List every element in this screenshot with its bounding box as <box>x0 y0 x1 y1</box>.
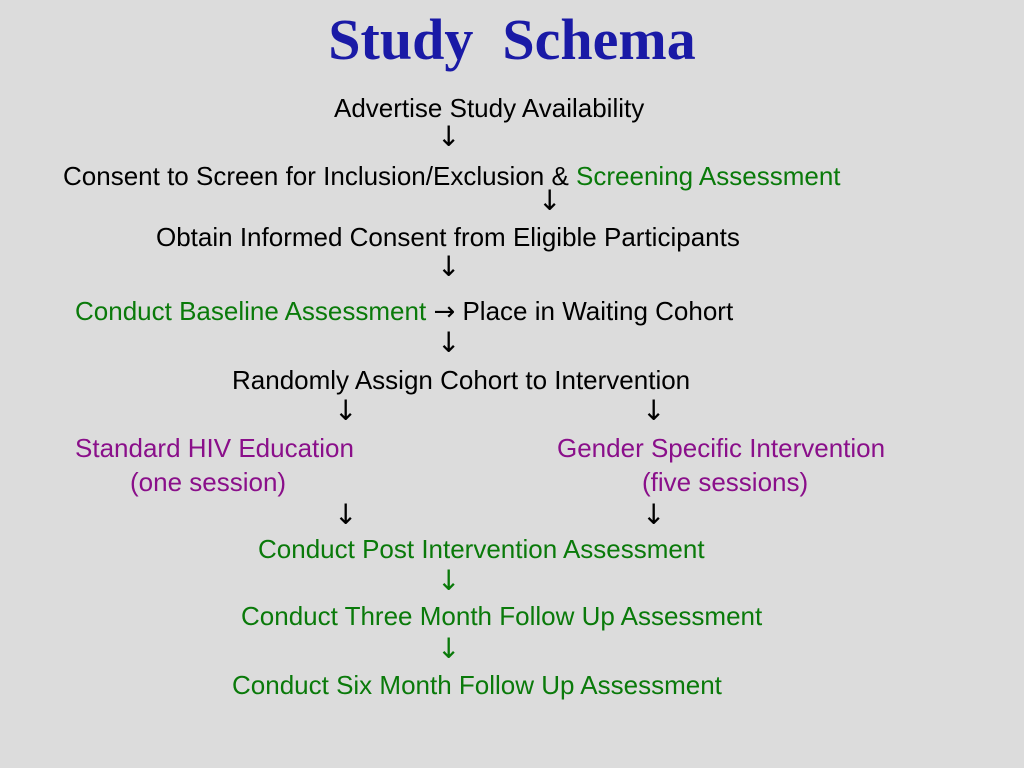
down-arrow-icon: ↓ <box>642 498 666 531</box>
step-three-month-followup: Conduct Three Month Follow Up Assessment <box>241 601 763 631</box>
screening-assessment-text: Screening Assessment <box>576 161 841 191</box>
down-arrow-icon: ↓ <box>437 120 461 153</box>
down-arrow-icon: ↓ <box>437 564 461 597</box>
step-informed-consent: Obtain Informed Consent from Eligible Participants <box>156 222 740 252</box>
consent-screen-text: Consent to Screen for Inclusion/Exclusion & <box>63 161 577 191</box>
standard-hiv-education-sessions: (one session) <box>130 467 287 497</box>
slide-title: Study Schema <box>328 7 696 72</box>
step-consent-screen <box>63 161 841 191</box>
waiting-cohort-text: Place in Waiting Cohort <box>462 296 734 326</box>
down-arrow-icon: ↓ <box>538 184 562 217</box>
right-arrow-icon: → <box>433 297 456 327</box>
step-baseline <box>75 296 733 327</box>
down-arrow-icon: ↓ <box>437 326 461 359</box>
baseline-assessment-text: Conduct Baseline Assessment <box>75 296 427 326</box>
down-arrow-icon: ↓ <box>334 394 358 427</box>
down-arrow-icon: ↓ <box>437 632 461 665</box>
step-advertise: Advertise Study Availability <box>334 93 645 123</box>
down-arrow-icon: ↓ <box>437 250 461 283</box>
standard-hiv-education-title: Standard HIV Education <box>75 433 354 463</box>
step-six-month-followup: Conduct Six Month Follow Up Assessment <box>232 670 722 700</box>
down-arrow-icon: ↓ <box>642 394 666 427</box>
step-post-assessment: Conduct Post Intervention Assessment <box>258 534 705 564</box>
gender-specific-intervention-sessions: (five sessions) <box>642 467 809 497</box>
gender-specific-intervention-title: Gender Specific Intervention <box>557 433 886 463</box>
down-arrow-icon: ↓ <box>334 498 358 531</box>
step-random-assign: Randomly Assign Cohort to Intervention <box>232 365 691 395</box>
